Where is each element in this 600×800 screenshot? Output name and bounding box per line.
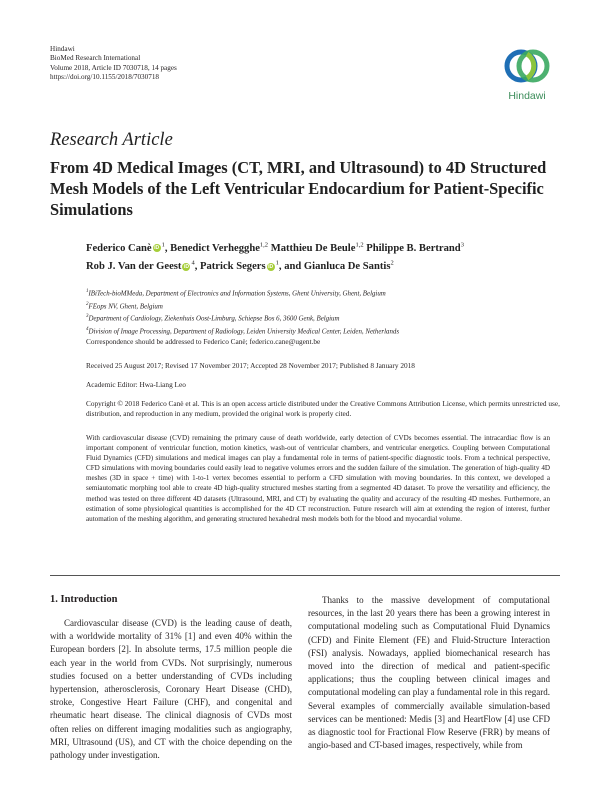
author-sup: 1: [275, 259, 279, 267]
author-sup: 3: [460, 241, 464, 248]
author-name: Philippe B. Bertrand: [366, 242, 461, 254]
affiliations: [86, 287, 566, 337]
article-type: Research Article: [50, 130, 173, 150]
author-name: Rob J. Van der Geest: [86, 261, 182, 273]
logo-ring-overlap: [527, 54, 534, 78]
author-6[interactable]: Patrick Segers $iD^1$,: [200, 259, 282, 273]
affiliation-sup: 1: [86, 289, 89, 294]
author-sup: 4: [191, 259, 195, 267]
affiliation-sup: 4: [86, 326, 89, 332]
journal-name: BioMed Research International: [50, 54, 141, 63]
affiliation-sup: 2: [86, 301, 89, 307]
body-column-right: Thanks to the massive development of computational resources, in the last 20 years there has been a growing interest in computational modeling such as Computational Fluid Dynamics (CFD) and Finite Element (FE) and Fluid-Structure Interaction (FSI) analysis. Nowadays, applied biomechanical research has moved into the direction of medical and patient-specific applications; thus the coupling between clinical images and computational modeling can play a fundamental role in this regard. Several examples of commercially available simulation-based services can be mentioned: Medis [3] and HeartFlow [4] use CFD as diagnostic tool for Fractional Flow Reserve (FRR) by means of angio-based and CT-based images, respectively, while from: [308, 595, 550, 751]
author-sup: 1,2: [259, 241, 269, 248]
journal-meta: [50, 45, 177, 83]
body-column-left: Cardiovascular disease (CVD) is the leading cause of death, with a worldwide mortality of 31% [1] and even 40% within the European borders [2]. In absolute terms, 17.5 million people die each year in the world from CVDs. Not surprisingly, numerous studies focused on a better understanding of CVDs including hypertension, atherosclerosis, Coronary Heart Disease (CHD), stroke, Congestive Heart Failure (CHF), and congenital and rheumatic heart disease. The clinical diagnosis of CVDs most often relies on different imaging modalities such as angiography, MRI, Ultrasound (US), and CT with the choice depending on the pathology under investigation.: [50, 618, 292, 761]
affiliation-1: [86, 287, 566, 300]
section-heading: 1. Introduction: [50, 594, 118, 605]
author-3[interactable]: [271, 243, 364, 254]
author-list: [86, 237, 566, 274]
author-name: Patrick Segers: [200, 261, 266, 273]
academic-editor: Academic Editor: Hwa-Liang Leo: [86, 380, 186, 389]
author-name: Matthieu De Beule: [270, 242, 356, 254]
author-name: Federico Canè: [86, 242, 152, 254]
publisher-name: Hindawi: [50, 45, 75, 53]
affiliation-2: [86, 300, 566, 313]
article-title: From 4D Medical Images (CT, MRI, and Ultrasound) to 4D Structured Mesh Models of the Left Ventricular Endocardium for Patient-Specific Simulations: [50, 158, 547, 219]
correspondence: Correspondence should be addressed to Federico Canè; federico.cane@ugent.be: [86, 337, 321, 346]
affiliation-sup: 3: [86, 314, 89, 320]
affiliation-text: FEops NV, Ghent, Belgium: [88, 302, 163, 310]
article-dates: Received 25 August 2017; Revised 17 November 2017; Accepted 28 November 2017; Published 8 January 2018: [86, 361, 415, 370]
author-2[interactable]: [170, 243, 268, 254]
orcid-icon[interactable]: iD: [154, 245, 160, 252]
copyright-notice: Copyright © 2018 Federico Canè et al. This is an open access article distributed under the Creative Commons Attribution License, which permits unrestricted use, distribution, and reproduction in any medium, provided the original work is properly cited.: [86, 399, 560, 418]
author-5[interactable]: Rob J. Van der Geest $iD^4$,: [86, 259, 198, 273]
orcid-icon[interactable]: iD: [183, 263, 189, 270]
author-sup: 1,2: [355, 241, 364, 248]
section-divider: [50, 575, 560, 576]
orcid-icon[interactable]: iD: [268, 263, 274, 270]
volume-line: Volume 2018, Article ID 7030718, 14 pages: [50, 63, 177, 72]
author-7[interactable]: [284, 261, 394, 272]
author-1[interactable]: Federico Canè $iD^1$,: [86, 241, 168, 254]
author-name: and Gianluca De Santis: [284, 261, 391, 273]
author-sup: 2: [390, 259, 394, 267]
affiliation-3: [86, 312, 566, 325]
author-name: Benedict Verhegghe: [170, 242, 260, 254]
affiliation-text: Division of Image Processing, Department of Radiology, Leiden University Medical Center, Leiden, Netherlands: [88, 328, 400, 336]
doi-link[interactable]: https://doi.org/10.1155/2018/7030718: [50, 73, 160, 82]
affiliation-text: IBiTech-bioMMeda, Department of Electronics and Information Systems, Ghent University, Ghent, Belgium: [88, 290, 386, 298]
affiliation-text: Department of Cardiology, Ziekenhuis Oost-Limburg, Schiepse Bos 6, 3600 Genk, Belgium: [88, 315, 340, 323]
abstract: With cardiovascular disease (CVD) remaining the primary cause of death worldwide, early detection of CVDs becomes essential. The intracardiac flow is an important component of ventricular function, motion kinetics, wash-out of ventricular chambers, and ventricular energetics. Coupling between Computational Fluid Dynamics (CFD) simulations and medical images can play a fundamental role in terms of patient-specific diagnostic tools. From a technical perspective, CFD simulations with moving boundaries could easily lead to negative volumes errors and the sudden failure of the simulation. The generation of high-quality 4D meshes (3D in space + time) with 1-to-1 vertex becomes essential to perform a CFD simulation with moving boundaries. In this context, we developed a semiautomatic morphing tool able to create 4D high-quality structured meshes starting from a segmented 4D dataset. To prove the versatility and efficiency, the method was tested on three different 4D datasets (Ultrasound, MRI, and CT) by evaluating the quality and accuracy of the resulting 4D meshes. Furthermore, an estimation of some physiological quantities is accomplished for the 4D CT reconstruction. Future research will aim at extending the region of interest, further automation of the meshing algorithm, and generating structured hexahedral mesh models both for the blood and myocardial volume.: [86, 434, 550, 523]
author-4[interactable]: [366, 243, 464, 254]
author-sup: 1: [161, 241, 165, 248]
affiliation-4: [86, 325, 566, 338]
hindawi-logo-text: Hindawi: [508, 90, 546, 102]
